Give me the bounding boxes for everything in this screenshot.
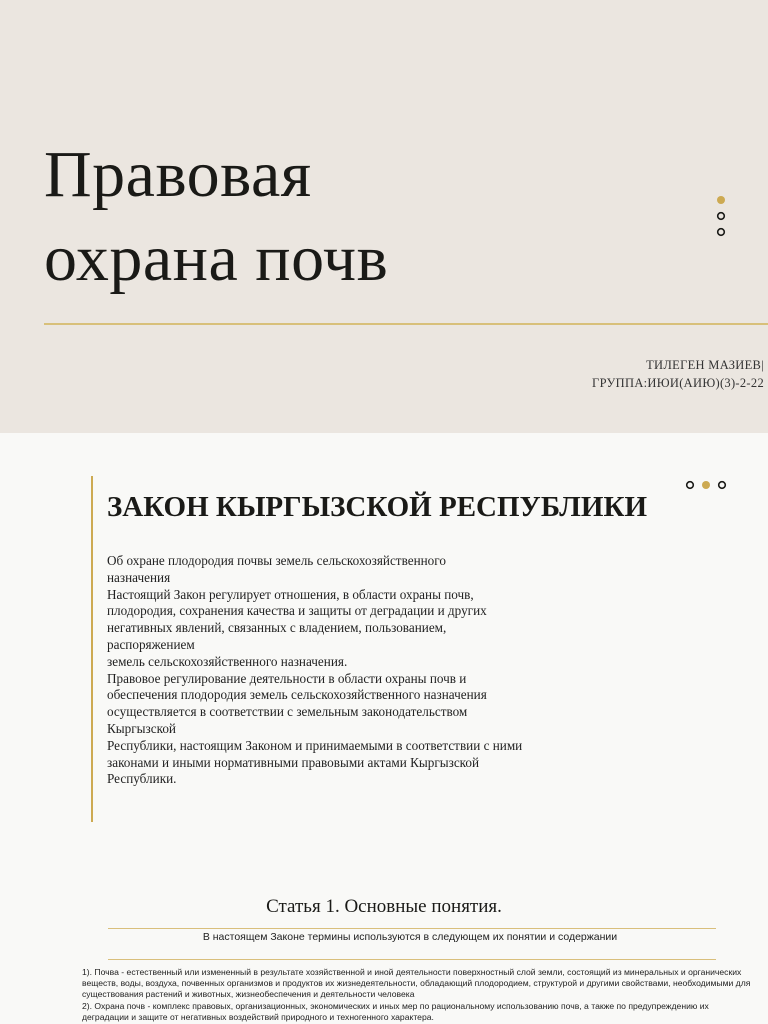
law-heading: ЗАКОН КЫРГЫЗСКОЙ РЕСПУБЛИКИ xyxy=(107,491,648,523)
author-info xyxy=(592,356,764,392)
accent-vertical-line xyxy=(91,476,93,822)
definition-item: 1). Почва - естественный или измененный в результате хозяйственной и иной деятельности поверхностный слой земли, состоящий из минеральных и органических веществ, воды, воздуха, почвенных организмов и продуктов их жизнедеятельности, обладающий плодородием, структурой и другими свойствами, необходимыми для существования растений и животных, жизнеобеспечения и деятельности человека xyxy=(82,967,751,1000)
presentation-title: Правовая охрана почв xyxy=(44,138,389,295)
author-name: ТИЛЕГЕН МАЗИЕВ| xyxy=(646,358,764,372)
article-intro: В настоящем Законе термины используются в следующем их понятии и содержании xyxy=(202,931,618,943)
article-divider-top xyxy=(108,928,716,929)
author-group: ГРУППА:ИЮИ(АИЮ)(3)-2-22 xyxy=(592,376,764,390)
title-divider xyxy=(44,323,768,325)
definition-item: 2). Охрана почв - комплекс правовых, организационных, экономических и иных мер по рациональному использованию почв, а также по предупреждению их деградации и защите от негативных воздействий природного и техногенного характера. xyxy=(82,1000,709,1022)
definitions-list xyxy=(82,967,752,1023)
decorative-dots-vertical-icon xyxy=(715,195,727,239)
article-title: Статья 1. Основные понятия. xyxy=(266,896,502,917)
law-description: Об охране плодородия почвы земель сельскохозяйственного назначения Настоящий Закон регулирует отношения, в области охраны почв, плодородия, сохранения качества и защиты от деградации и других негативных явлений, связанных с владением, пользованием, распоряжением земель сельскохозяйственного назначения. Правовое регулирование деятельности в области охраны почв и обеспечения плодородия земель сельскохозяйственного назначения осуществляется в соответствии с земельным законодательством Кыргызской Республики, настоящим Законом и принимаемыми в соответствии с ними законами и иными нормативными правовыми актами Кыргызской Республики. xyxy=(107,553,523,787)
article-divider-bottom xyxy=(108,959,716,960)
title-slide xyxy=(0,0,768,433)
